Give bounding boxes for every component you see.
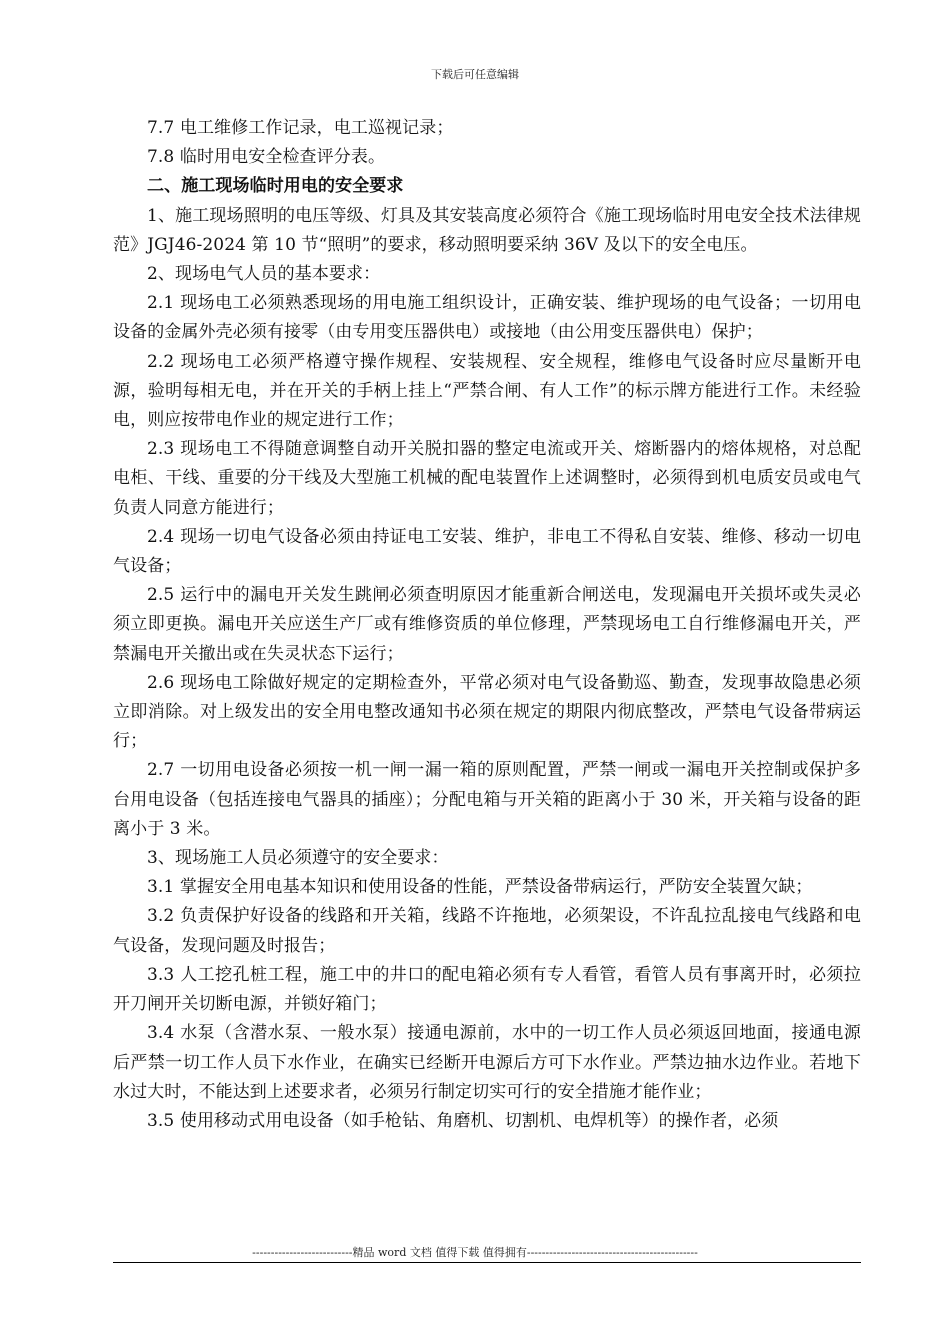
paragraph: 7.7 电工维修工作记录，电工巡视记录；: [147, 118, 454, 138]
paragraph: 3.5 使用移动式用电设备（如手枪钻、角磨机、切割机、电焊机等）的操作者，必须: [147, 1110, 779, 1131]
paragraph: 1、施工现场照明的电压等级、灯具及其安装高度必须符合《施工现场临时用电安全技术法律规范》JGJ46-2024 第 10 节“照明”的要求，移动照明要采纳 36V 及以下的安全电压。: [113, 205, 861, 255]
section-heading: 二、施工现场临时用电的安全要求: [147, 176, 404, 197]
paragraph: 2、现场电气人员的基本要求：: [147, 264, 381, 285]
document-body: [113, 114, 861, 1136]
paragraph: 2.5 运行中的漏电开关发生跳闸必须查明原因才能重新合闸送电，发现漏电开关损坏或失灵必须立即更换。漏电开关应送生产厂或有维修资质的单位修理，严禁现场电工自行维修漏电开关，严禁漏电开关撤出或在失灵状态下运行；: [113, 585, 861, 664]
paragraph: 2.2 现场电工必须严格遵守操作规程、安装规程、安全规程，维修电气设备时应尽量断开电源，验明每相无电，并在开关的手柄上挂上“严禁合闸、有人工作”的标示牌方能进行工作。未经验电，则应按带电作业的规定进行工作；: [113, 351, 861, 431]
paragraph: 2.1 现场电工必须熟悉现场的用电施工组织设计，正确安装、维护现场的电气设备；一切用电设备的金属外壳必须有接零（由专用变压器供电）或接地（由公用变压器供电）保护；: [113, 293, 861, 343]
page-header: 下载后可任意编辑: [431, 68, 519, 81]
paragraph: 2.4 现场一切电气设备必须由持证电工安装、维护，非电工不得私自安装、维修、移动一切电气设备；: [113, 526, 861, 577]
paragraph: 3、现场施工人员必须遵守的安全要求：: [147, 848, 449, 869]
paragraph: 3.2 负责保护好设备的线路和开关箱，线路不许拖地，必须架设，不许乱拉乱接电气线路和电气设备，发现问题及时报告；: [113, 906, 861, 956]
footer-divider: [113, 1262, 861, 1263]
paragraph: 3.3 人工挖孔桩工程，施工中的井口的配电箱必须有专人看管，看管人员有事离开时，必须拉开刀闸开关切断电源，并锁好箱门；: [113, 964, 861, 1015]
paragraph: 2.6 现场电工除做好规定的定期检查外，平常必须对电气设备勤巡、勤查，发现事故隐患必须立即消除。对上级发出的安全用电整改通知书必须在规定的期限内彻底整改，严禁电气设备带病运行；: [113, 672, 861, 752]
paragraph: 2.3 现场电工不得随意调整自动开关脱扣器的整定电流或开关、熔断器内的熔体规格，对总配电柜、干线、重要的分干线及大型施工机械的配电装置作上述调整时，必须得到机电质安员或电气负责人同意方能进行；: [113, 439, 861, 518]
paragraph: 3.4 水泵（含潜水泵、一般水泵）接通电源前，水中的一切工作人员必须返回地面，接通电源后严禁一切工作人员下水作业，在确实已经断开电源后方可下水作业。严禁边抽水边作业。若地下水过大时，不能达到上述要求者，必须另行制定切实可行的安全措施才能作业；: [113, 1023, 861, 1102]
page-footer: ---------------------------精品 word 文档 值得下载 值得拥有----------------------------------------------: [252, 1246, 698, 1259]
paragraph: 7.8 临时用电安全检查评分表。: [147, 147, 386, 168]
paragraph: 3.1 掌握安全用电基本知识和使用设备的性能，严禁设备带病运行，严防安全装置欠缺；: [147, 877, 813, 898]
paragraph: 2.7 一切用电设备必须按一机一闸一漏一箱的原则配置，严禁一闸或一漏电开关控制或保护多台用电设备（包括连接电气器具的插座）；分配电箱与开关箱的距离小于 30 米，开关箱与设备的距离小于 3 米。: [113, 760, 861, 839]
